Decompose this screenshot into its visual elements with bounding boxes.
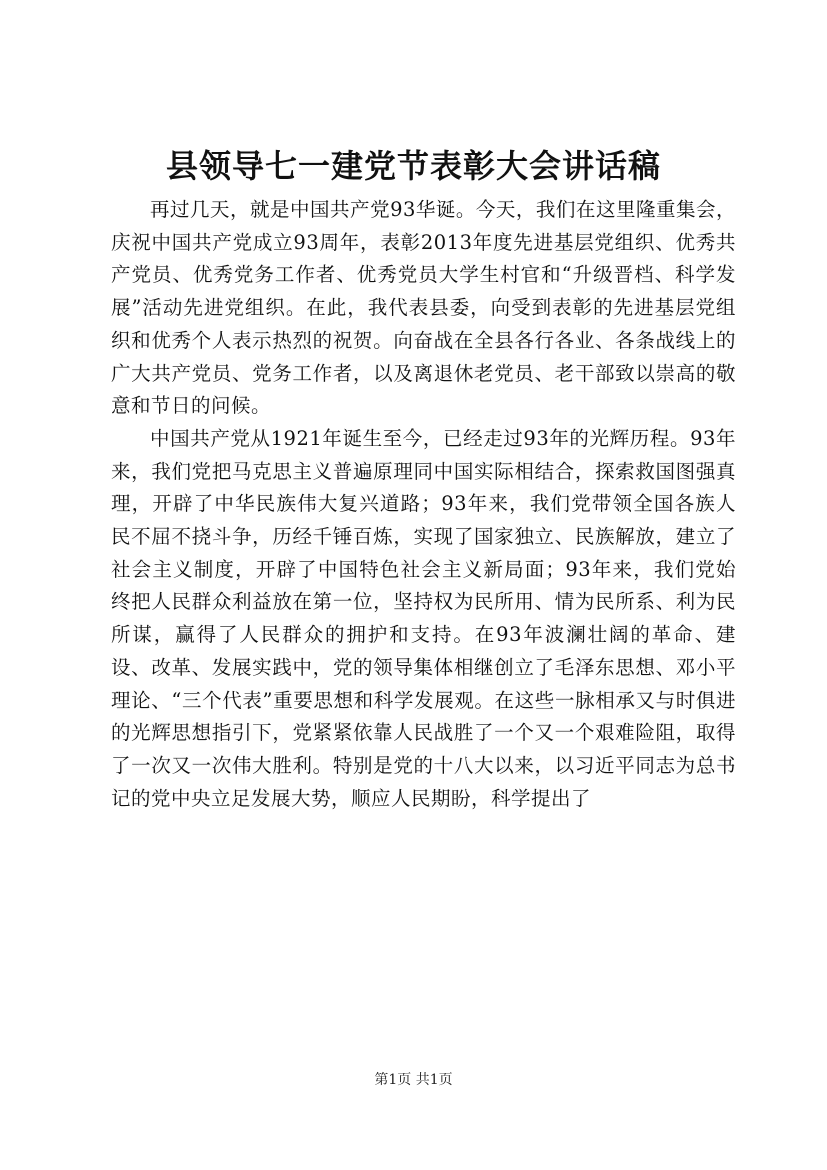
paragraph-1: 再过几天，就是中国共产党93华诞。今天，我们在这里隆重集会，庆祝中国共产党成立93周年，表彰2013年度先进基层党组织、优秀共产党员、优秀党务工作者、优秀党员大学生村官和“升级晋档、科学发展”活动先进党组织。在此，我代表县委，向受到表彰的先进基层党组织和优秀个人表示热烈的祝贺。向奋战在全县各行各业、各条战线上的广大共产党员、党务工作者，以及离退休老党员、老干部致以崇高的敬意和节日的问候。 [111,198,736,418]
document-title: 县领导七一建党节表彰大会讲话稿 [165,147,661,185]
page-footer: 第1页 共1页 [374,1072,453,1088]
document-body [111,194,736,815]
paragraph-2: 中国共产党从1921年诞生至今，已经走过93年的光辉历程。93年来，我们党把马克思主义普遍原理同中国实际相结合，探索救国图强真理，开辟了中华民族伟大复兴道路；93年来，我们党带领全国各族人民不屈不挠斗争，历经千锤百炼，实现了国家独立、民族解放，建立了社会主义制度，开辟了中国特色社会主义新局面；93年来，我们党始终把人民群众利益放在第一位，坚持权为民所用、情为民所系、利为民所谋，赢得了人民群众的拥护和支持。在93年波澜壮阔的革命、建设、改革、发展实践中，党的领导集体相继创立了毛泽东思想、邓小平理论、“三个代表”重要思想和科学发展观。在这些一脉相承又与时俱进的光辉思想指引下，党紧紧依靠人民战胜了一个又一个艰难险阻，取得了一次又一次伟大胜利。特别是党的十八大以来，以习近平同志为总书记的党中央立足发展大势，顺应人民期盼，科学提出了 [111,426,736,810]
